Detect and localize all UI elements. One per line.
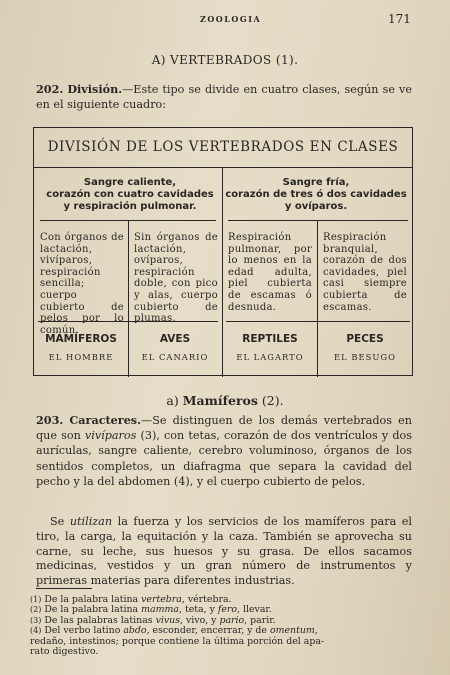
- table-rule-desc-cold: [226, 321, 410, 322]
- footnote-italic: fero: [217, 604, 238, 616]
- footnote-text: De las palabras latinas: [41, 614, 156, 626]
- footnotes: [30, 595, 414, 657]
- paragraph-italic: vivíparos: [84, 429, 137, 443]
- footnote-text: , teta, y: [179, 604, 218, 616]
- footnote-italic: vivus: [155, 614, 181, 626]
- paragraph-202: [36, 82, 412, 112]
- paragraph-number: 202.: [36, 82, 64, 96]
- footnote-italic: abdo: [123, 625, 147, 637]
- class-name: MAMÍFEROS: [45, 333, 117, 345]
- footnote-continuation: [30, 647, 414, 657]
- class-name: PECES: [346, 333, 384, 345]
- group-warm-blooded: [40, 177, 220, 213]
- footnote-text: ,: [314, 625, 318, 637]
- footnote-text: De la palabra latina: [41, 594, 142, 605]
- footnote-italic: pario: [219, 614, 245, 626]
- class-description: Con órganos de lactación, vivíparos, respiración sencilla; cuerpo cubierto de pelos por lo común.: [40, 232, 124, 336]
- group-cold-line: Sangre fría,: [282, 177, 350, 188]
- group-warm-line: Sangre caliente,: [83, 177, 177, 188]
- paragraph-head: División.: [67, 82, 123, 96]
- paragraph-text: la fuerza y los servicios de los mamíferos para el tiro, la carga, la equitación y la caza. También se aprovecha su carne, su leche, sus huesos y su grasa. De ellos sacamos medicinas, vestidos y un gran número de instrumentos y primeras materias para diferentes industrias.: [36, 515, 412, 588]
- paragraph-203: [36, 413, 412, 489]
- group-cold-line: corazón de tres ó dos cavidades: [225, 189, 407, 200]
- footnote-number: (2): [30, 605, 42, 615]
- section-heading-mamiferos: [0, 393, 450, 408]
- footnote-number: (1): [30, 595, 42, 604]
- class-example: EL BESUGO: [334, 352, 396, 362]
- paragraph-text: (3), con tetas, corazón de dos ventrículos y dos aurículas, sangre caliente, cerebro voluminoso, órganos de los sentidos completos, un diafragma que separa la cavidad del pecho y la del abdomen (4), y el cuerpo cubierto de pelos.: [36, 429, 412, 488]
- class-description: Sin órganos de lactación, ovíparos, respiración doble, con pico y alas, cuerpo cubierto de plumas.: [134, 232, 218, 325]
- section-heading-vertebrados: A) VERTEBRADOS (1).: [151, 53, 299, 67]
- paragraph-text: —Se distinguen de los demás vertebrados en que son: [36, 414, 413, 443]
- footnote-text: , parir.: [244, 614, 276, 626]
- footnote-text: rato digestivo.: [30, 646, 99, 658]
- class-example: EL LAGARTO: [236, 352, 304, 362]
- class-description: Respiración pulmonar, por lo menos en la edad adulta, piel cubierta de escamas ó desnuda.: [228, 232, 312, 313]
- table-divider-main: [222, 167, 223, 377]
- footnote-number: (3): [30, 615, 42, 625]
- class-name: AVES: [159, 333, 191, 345]
- table-divider-cold: [317, 221, 318, 377]
- classification-table: [33, 127, 413, 376]
- footnote-text: , llevar.: [237, 604, 272, 616]
- footnote-text: De la palabra latina: [41, 604, 142, 616]
- paragraph-uses: [36, 515, 412, 589]
- group-warm-line: y respiración pulmonar.: [63, 201, 197, 212]
- class-description: Respiración branquial, corazón de dos cavidades, piel casi siempre cubierta de escamas.: [323, 232, 407, 313]
- heading-title: Mamíferos: [182, 393, 258, 408]
- table-title: DIVISIÓN DE LOS VERTEBRADOS EN CLASES: [47, 139, 399, 155]
- group-cold-blooded: [224, 177, 408, 213]
- running-title: ZOOLOGIA: [200, 14, 262, 24]
- paragraph-text: —Este tipo se divide en cuatro clases, según se ve en el siguiente cuadro:: [36, 83, 412, 111]
- group-cold-line: y ovíparos.: [284, 201, 348, 212]
- footnote-text: Del verbo latino: [41, 625, 124, 637]
- table-divider-warm: [128, 221, 129, 377]
- page-number: 171: [388, 12, 411, 26]
- class-example: EL CANARIO: [141, 352, 209, 362]
- footnote-text: , vértebra.: [181, 594, 232, 605]
- running-head: [0, 12, 450, 28]
- class-name: REPTILES: [242, 333, 298, 345]
- footnote-text: , esconder, encerrar, y de: [146, 625, 270, 637]
- paragraph-number: 203.: [36, 413, 64, 427]
- footnote-italic: mamma: [141, 604, 179, 616]
- paragraph-text: Se: [50, 515, 70, 528]
- class-example: EL HOMBRE: [48, 352, 114, 362]
- heading-prefix: a): [166, 393, 179, 408]
- group-warm-line: corazón con cuatro cavidades: [46, 189, 214, 200]
- footnote-rule: [36, 588, 92, 589]
- footnote-number: (4): [30, 626, 42, 636]
- footnote-text: , vivo, y: [180, 614, 220, 626]
- footnote-text: redaño, intestinos; porque contiene la última porción del apa-: [30, 635, 325, 647]
- paragraph-head: Caracteres.: [69, 413, 142, 427]
- heading-note: (2).: [261, 393, 284, 408]
- footnote-italic: vertebra: [141, 594, 182, 605]
- footnote-italic: omentum: [269, 625, 315, 637]
- paragraph-italic: utilizan: [69, 515, 113, 528]
